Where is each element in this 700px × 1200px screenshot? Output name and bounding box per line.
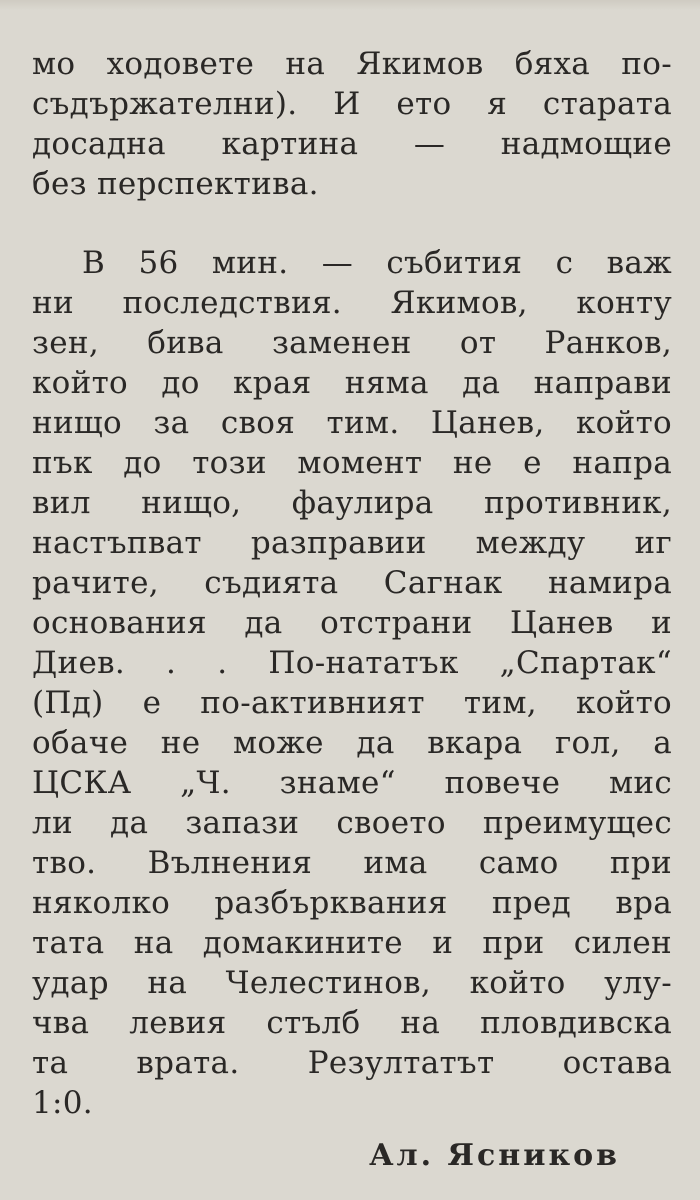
text-line: мо ходовете на Якимов бяха по- [32,46,672,82]
text-line: основания да отстрани Цанев и [32,605,672,641]
text-line: без перспектива. [32,166,319,202]
text-line: пък до този момент не е напра [32,445,672,481]
text-line: ЦСКА „Ч. знаме“ повече мис [32,765,672,801]
text-line: 1:0. [32,1085,93,1121]
text-line: обаче не може да вкара гол, а [32,725,672,761]
text-line: Диев. . . По-нататък „Спартак“ [32,645,672,681]
paragraph-1 [32,44,672,204]
text-line: настъпват разправии между иг [32,525,672,561]
article-column [32,44,672,1123]
text-line: ни последствия. Якимов, конту [32,285,672,321]
text-line: вил нищо, фаулира противник, [32,485,672,521]
paragraph-2 [32,243,672,1123]
text-line: (Пд) е по-активният тим, който [32,685,672,721]
text-line: та врата. Резултатът остава [32,1045,672,1081]
author-byline: Ал. Ясников [369,1138,620,1173]
text-line: досадна картина — надмощие [32,126,672,162]
text-line: който до края няма да направи [32,365,672,401]
text-line: В 56 мин. — събития с важ [82,245,672,281]
text-line: нищо за своя тим. Цанев, който [32,405,672,441]
text-line: чва левия стълб на пловдивска [32,1005,672,1041]
text-line: зен, бива заменен от Ранков, [32,325,672,361]
text-line: ли да запази своето преимущес [32,805,672,841]
text-line: рачите, съдията Сагнак намира [32,565,672,601]
page-top-edge [0,0,700,10]
text-line: тво. Вълнения има само при [32,845,672,881]
text-line: удар на Челестинов, който улу- [32,965,672,1001]
text-line: съдържателни). И ето я старата [32,86,672,122]
text-line: няколко разбърквания пред вра [32,885,672,921]
text-line: тата на домакините и при силен [32,925,672,961]
